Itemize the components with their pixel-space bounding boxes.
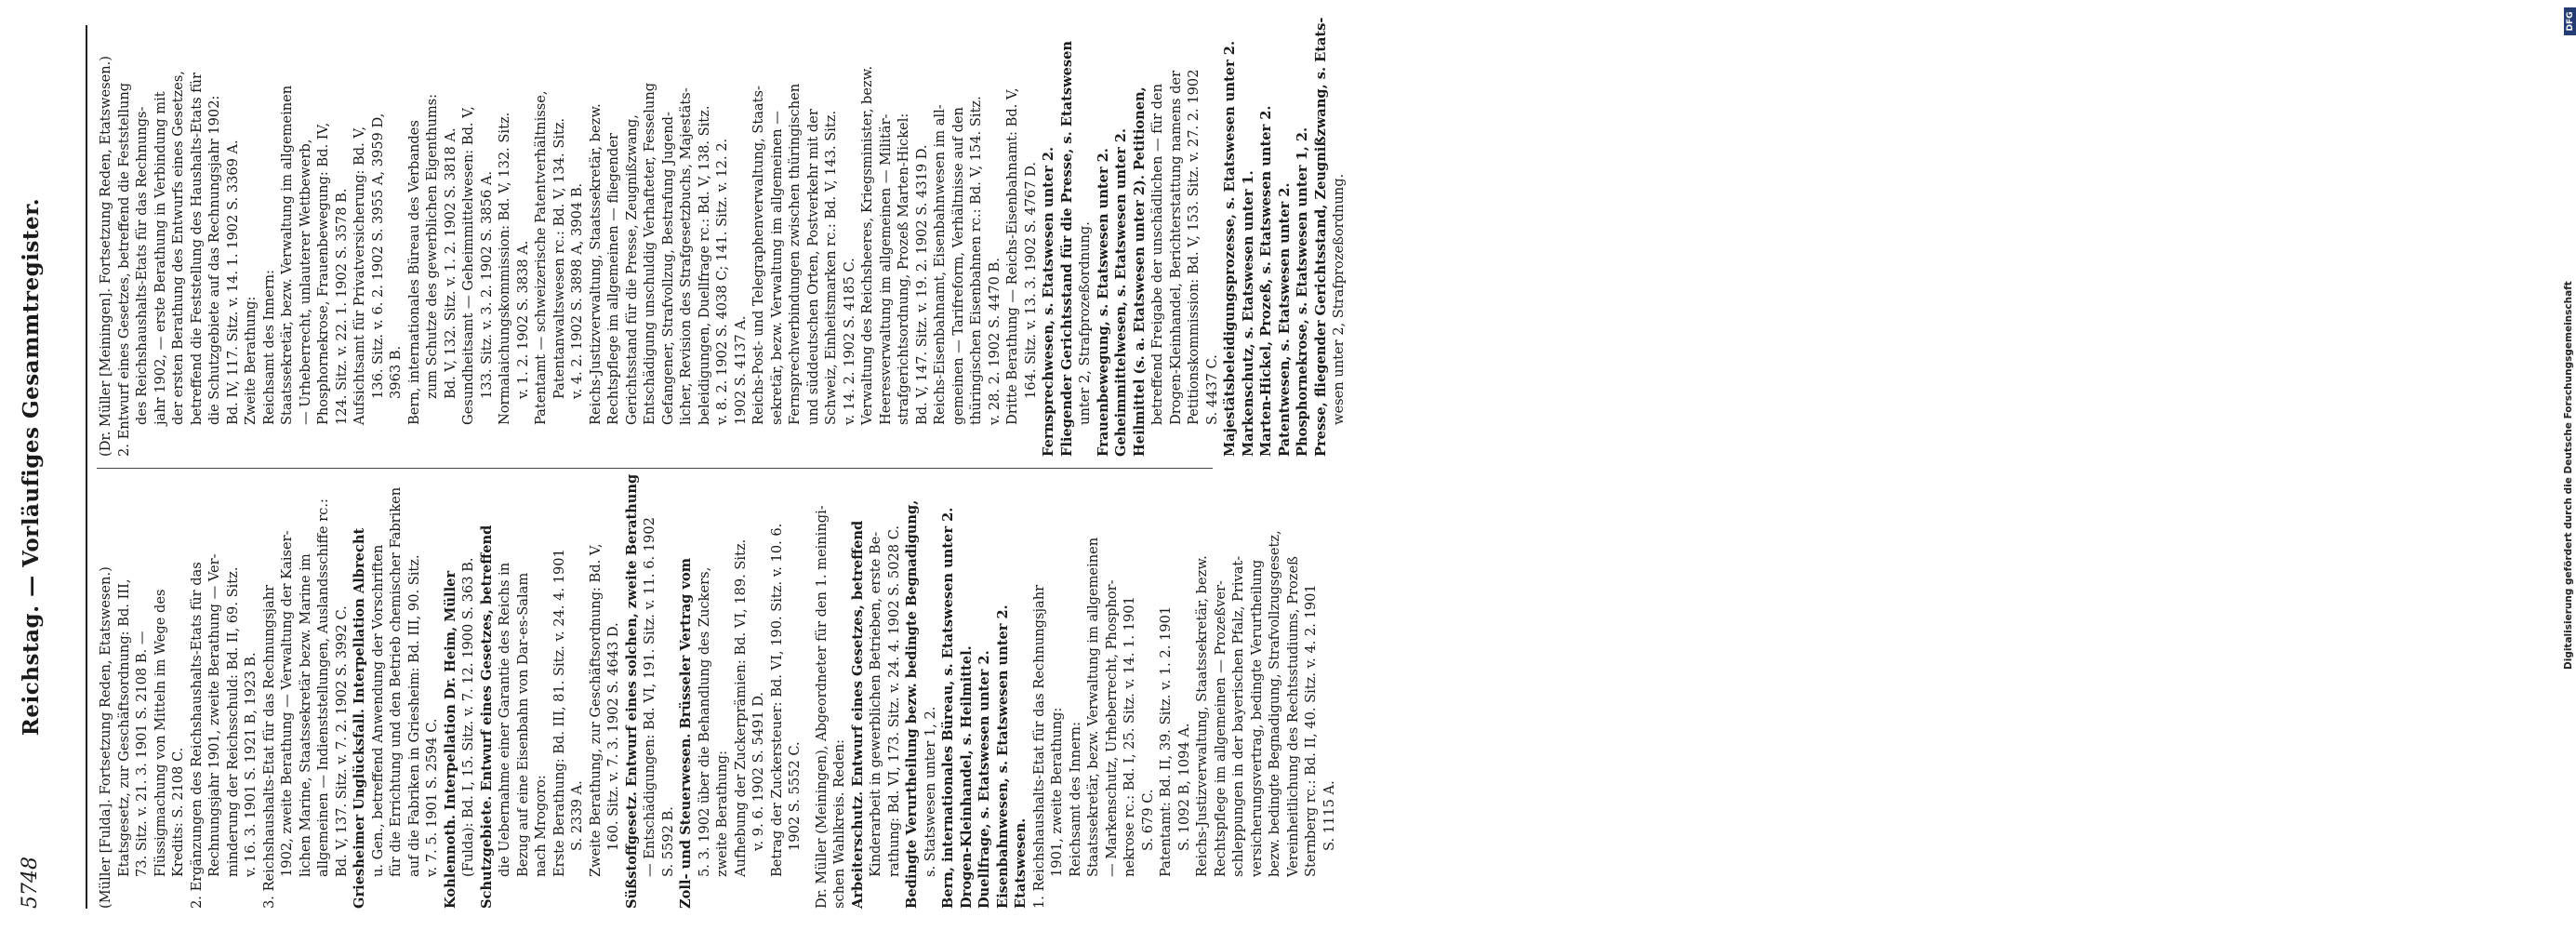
register-line: S. 2339 A. — [569, 780, 585, 851]
column-divider — [97, 468, 1213, 469]
register-line: Staatssekretär, bezw. Verwaltung im allgemeinen — [1085, 537, 1101, 877]
register-line: Entschädigung unschuldig Verhafteter, Fesselung — [642, 82, 657, 425]
register-line: 3. Reichshaushalts-Etat für das Rechnungsjahr — [260, 584, 277, 909]
register-line: 124. Sitz. v. 22. 1. 1902 S. 3578 B. — [333, 188, 350, 425]
register-line: Phosphornekrose, Frauenbewegung: Bd. IV, — [315, 122, 331, 425]
register-line: (Müller [Fulda]. Fortsetzung Reden, Etatswesen.) — [98, 566, 113, 909]
register-line: Heilmittel (s. a. Etatswesen unter 2). Petitionen, — [1131, 86, 1148, 457]
register-line: Fernsprechwesen, s. Etatswesen unter 2. — [1041, 146, 1056, 457]
register-line: Aufsichtsamt für Privatversicherung: Bd. V, — [352, 126, 367, 425]
register-line: Reichs-Eisenbahnamt, Eisenbahnwesen im all- — [932, 104, 948, 425]
register-line: — Urheberrecht, unlauterer Wettbewerb, — [297, 139, 313, 425]
register-line: betreffend die Feststellung des Haushalts-Etats für — [188, 72, 205, 425]
register-line: Patentamt — schweizerische Patentverhältnisse, — [533, 90, 549, 425]
register-line: Patentanwaltswesen rc.: Bd. V, 134. Sitz. — [551, 117, 567, 399]
register-line: v. 7. 5. 1901 S. 2594 C. — [424, 718, 440, 877]
register-line: Dritte Berathung — Reichs-Eisenbahnamt: Bd. V, — [1004, 87, 1020, 425]
register-line: Schweiz, Einheitsmarken rc.: Bd. V, 143. Sitz. — [823, 110, 839, 425]
register-line: 1902, zweite Berathung — Verwaltung der Kaiser- — [279, 530, 295, 877]
register-line: Petitionskommission: Bd. V, 153. Sitz. v. 27. 2. 1902 — [1186, 69, 1202, 425]
register-line: Kohlennoth. Interpellation Dr. Heim, Müller — [442, 570, 458, 909]
register-line: Bern, internationales Büreau des Verbandes — [405, 120, 422, 425]
register-line: S. 679 C. — [1139, 789, 1156, 851]
register-line: Arbeiterschutz. Entwurf eines Gesetzes, betreffend — [849, 520, 866, 909]
register-line: Drogen-Kleinhandel, Berichterstattung namens der — [1167, 70, 1184, 425]
register-line: und süddeutschen Orten, Postverkehr mit der — [804, 109, 821, 425]
header-rule — [86, 25, 87, 909]
running-title: Reichstag. — Vorläufiges Gesammtregister. — [19, 197, 44, 737]
register-line: bezw. bedingte Begnadigung, Strafvollzugsgesetz, — [1267, 530, 1282, 877]
register-line: 1902 S. 4137 A. — [732, 315, 749, 425]
register-line: der ersten Berathung des Entwurfs eines Gesetzes, — [170, 71, 186, 425]
register-line: schen Wahlkreis. Reden: — [831, 738, 847, 909]
scanned-page — [11, 17, 1347, 909]
register-line: v. 8. 2. 1902 S. 4038 C; 141. Sitz. v. 12. 2. — [714, 138, 730, 425]
register-line: Bern, internationales Büreau, s. Etatswesen unter 2. — [940, 507, 956, 909]
register-line: Schutzgebiete. Entwurf eines Gesetzes, betreffend — [478, 525, 495, 909]
register-line: die Uebernahme einer Garantie des Reichs in — [497, 562, 512, 877]
register-line: betreffend Freigabe der unschädlichen — für den — [1149, 83, 1165, 425]
register-line: nach Mrogoro: — [533, 775, 549, 877]
register-line: Marten-Hickel, Prozeß, s. Etatswesen unter 2. — [1258, 105, 1274, 457]
left-column — [97, 473, 1338, 909]
register-line: Griesheimer Unglücksfall. Interpellation Albrecht — [352, 527, 367, 909]
register-line: gemeinen — Tarifreform, Verhältnisse auf den — [949, 107, 966, 425]
register-line: licher, Revision des Strafgesetzbuchs, Majestäts- — [678, 87, 694, 425]
register-line: nekrose rc.: Bd. I, 25. Sitz. v. 14. 1. 1901 — [1122, 596, 1137, 877]
register-line: Reichs-Justizverwaltung, Staatssekretär, bezw. — [587, 103, 604, 425]
register-line: Bedingte Verurtheilung bezw. bedingte Begnadigung, — [904, 499, 920, 909]
register-line: Gerichtsstand für die Presse, Zeugnißzwang, — [623, 114, 640, 425]
register-line: Reichsamt des Innern: — [1067, 722, 1083, 877]
right-column — [97, 17, 1348, 457]
register-line: — Markenschutz, Urheberrecht, Phosphor- — [1103, 579, 1120, 877]
register-line: Dr. Müller (Meiningen), Abgeordneter für den 1. meiningi- — [813, 505, 830, 909]
register-line: Drogen-Kleinhandel, s. Heilmittel. — [958, 645, 975, 909]
register-line: Fernsprechverbindungen zwischen thüringischen — [787, 83, 803, 425]
register-line: Eisenbahnwesen, s. Etatswesen unter 2. — [994, 604, 1011, 909]
register-line: Duellfrage, s. Etatswesen unter 2. — [976, 650, 992, 909]
register-line: Markenschutz, s. Etatswesen unter 1. — [1240, 170, 1256, 457]
register-line: Presse, fliegender Gerichtsstand, Zeugnißzwang, s. Etats- — [1312, 17, 1329, 457]
register-line: Majestätsbeleidigungsprozesse, s. Etatswesen unter 2. — [1222, 40, 1238, 457]
register-line: v. 9. 6. 1902 S. 5491 D. — [750, 691, 766, 851]
register-line: Rechtspflege im allgemeinen — Prozeßver- — [1212, 580, 1228, 877]
register-line: versicherungsvertrag, bedingte Verurtheilung — [1248, 559, 1265, 877]
register-line: 1. Reichshaushalts-Etat für das Rechnungsjahr — [1030, 584, 1047, 909]
register-line: Flüssigmachung von Mitteln im Wege des — [152, 589, 168, 877]
register-line: Etatswesen. — [1013, 817, 1029, 909]
register-line: Kredits: S. 2108 C. — [170, 747, 186, 877]
register-line: 2. Entwurf eines Gesetzes, betreffend die Feststellung — [115, 82, 132, 457]
register-line: 5. 3. 1902 über die Behandlung des Zuckers, — [696, 566, 712, 877]
register-line: Verwaltung des Reichsheeres, Kriegsminister, bezw. — [859, 65, 875, 425]
register-line: Etatsgesetz, zur Geschäftsordnung: Bd. III, — [115, 578, 132, 877]
register-line: (Fulda): Bd. I, 15. Sitz. v. 7. 12. 1900 S. 363 B. — [460, 557, 476, 877]
register-line: v. 14. 2. 1902 S. 4185 C. — [841, 258, 857, 425]
register-line: s. Statswesen unter 1, 2. — [922, 706, 938, 877]
register-line: S. 5592 B. — [659, 806, 676, 877]
register-line: strafgerichtsordnung, Prozeß Marten-Hickel: — [896, 113, 911, 425]
register-line: Bezug auf eine Eisenbahn von Dar-es-Salam — [514, 572, 531, 877]
register-line: Zweite Berathung: — [243, 296, 259, 425]
register-line: 164. Sitz. v. 13. 3. 1902 S. 4767 D. — [1022, 162, 1039, 399]
register-line: Reichsamt des Innern: — [260, 270, 277, 425]
register-line: Vereinheitlichung des Rechtsstudiums, Prozeß — [1284, 556, 1301, 877]
register-line: unter 2, Strafprozeßordnung. — [1077, 221, 1093, 425]
register-line: Phosphornekrose, s. Etatswesen unter 1, 2. — [1295, 126, 1310, 457]
register-line: v. 28. 2. 1902 S. 4470 B. — [986, 258, 1003, 425]
register-line: 133. Sitz. v. 3. 2. 1902 S. 3856 A. — [478, 170, 495, 399]
register-line: thüringischen Eisenbahnen rc.: Bd. V, 154. Sitz. — [968, 96, 984, 425]
register-line: Staatssekretär, bezw. Verwaltung im allgemeinen — [279, 85, 295, 425]
register-line: Rechnungsjahr 1901, zweite Berathung — Ver- — [206, 553, 222, 877]
register-line: wesen unter 2, Strafprozeßordnung. — [1331, 173, 1347, 425]
register-line: Frauenbewegung, s. Etatswesen unter 2. — [1095, 148, 1111, 457]
register-line: rathung: Bd. VI, 173. Sitz. v. 24. 4. 1902 S. 5028 C. — [885, 525, 902, 877]
register-line: zum Schutze des gewerblichen Eigenthums: — [424, 93, 440, 399]
register-line: Sternberg rc.: Bd. II, 40. Sitz. v. 4. 2. 1901 — [1303, 584, 1319, 877]
register-line: des Reichshaushalts-Etats für das Rechnungs- — [134, 106, 150, 425]
register-line: S. 1115 A. — [1321, 780, 1337, 851]
register-line: Patentamt: Bd. II, 39. Sitz. v. 1. 2. 1901 — [1158, 605, 1174, 877]
register-line: Rechtspflege im allgemeinen — fliegender — [605, 133, 621, 425]
register-line: zweite Berathung: — [714, 751, 730, 877]
register-line: minderung der Reichsschuld: Bd. II, 69. Sitz. — [224, 566, 241, 877]
register-line: 2. Ergänzungen des Reichshaushalts-Etats für das — [188, 562, 205, 909]
register-line: Bd. V, 147. Sitz. v. 19. 2. 1902 S. 4319 D. — [913, 144, 930, 425]
register-line: allgemeinen — Indienststellungen, Auslandsschiffe rc.: — [315, 498, 331, 877]
register-line: Zoll- und Steuerwesen. Brüsseler Vertrag vom — [678, 557, 694, 909]
register-line: Reichs-Post- und Telegraphenverwaltung, Staats- — [750, 86, 766, 425]
register-line: Bd. IV, 117. Sitz. v. 14. 1. 1902 S. 3369 A. — [224, 140, 241, 425]
page-number: 5748 — [19, 857, 42, 909]
register-line: 1902 S. 5552 C. — [787, 741, 803, 851]
register-line: Bd. V, 132. Sitz. v. 1. 2. 1902 S. 3818 A. — [442, 127, 458, 399]
register-line: die Schutzgebiete auf das Rechnungsjahr 1902: — [206, 95, 222, 425]
register-line: 136. Sitz. v. 6. 2. 1902 S. 3955 A, 3959 D, — [369, 113, 386, 399]
dfg-logo-text: DFG — [2565, 11, 2575, 32]
register-line: — Entschädigungen: Bd. VI, 191. Sitz. v. 11. 6. 1902 — [642, 517, 657, 877]
register-line: v. 16. 3. 1901 S. 1921 B, 1923 B. — [243, 652, 259, 877]
dfg-logo — [2564, 7, 2576, 35]
register-line: Patentwesen, s. Etatswesen unter 2. — [1276, 182, 1293, 457]
register-line: S. 1092 B, 1094 A. — [1175, 723, 1192, 851]
register-line: v. 4. 2. 1902 S. 3898 A, 3904 B. — [569, 182, 585, 399]
register-line: Süßstoffgesetz. Entwurf eines solchen, zweite Berathung — [623, 473, 640, 909]
register-line: u. Gen., betreffend Anwendung der Vorschriften — [369, 544, 386, 877]
register-line: beleidigungen, Duellfrage rc.: Bd. V, 138. Sitz. — [696, 105, 712, 425]
register-line: schleppungen in der bayerischen Pfalz, Privat- — [1230, 555, 1246, 877]
register-line: Erste Berathung: Bd. III, 81. Sitz. v. 24. 4. 1901 — [551, 549, 567, 877]
register-line: Geheimmittelwesen, s. Etatswesen unter 2. — [1113, 128, 1129, 457]
register-line: Gesundheitsamt — Geheimmittelwesen: Bd. V, — [460, 106, 476, 425]
register-line: Betrag der Zuckersteuer: Bd. VI, 190. Sitz. v. 10. 6. — [768, 523, 785, 877]
register-line: für die Errichtung und den Betrieb chemischer Fabriken — [388, 486, 404, 877]
register-line: 1901, zweite Berathung: — [1049, 707, 1065, 877]
register-line: Heeresverwaltung im allgemeinen — Militär- — [877, 113, 894, 425]
register-line: v. 1. 2. 1902 S. 3838 A. — [514, 240, 531, 399]
register-line: sekretär, bezw. Verwaltung im allgemeinen — — [768, 111, 785, 425]
credit-text: Digitalisierung gefördert durch die Deutsche Forschungsgemeinschaft — [2563, 281, 2574, 670]
register-line: S. 4437 C. — [1203, 354, 1220, 425]
register-line: 3963 B. — [388, 345, 404, 399]
register-line: Normalaichungskommission: Bd. V, 132. Sitz. — [497, 112, 512, 425]
register-line: jahr 1902, — erste Berathung in Verbindung mit — [152, 91, 168, 425]
register-line: Zweite Berathung, zur Geschäftsordnung: Bd. V, — [587, 543, 604, 877]
page-header — [19, 25, 74, 909]
register-line: lichen Marine, Staatssekretär bezw. Marine im — [297, 553, 313, 877]
register-line: Reichs-Justizverwaltung, Staatssekretär, bezw. — [1194, 555, 1210, 877]
register-line: Kinderarbeit in gewerblichen Betrieben, erste Be- — [868, 531, 883, 877]
register-line: Aufhebung der Zuckerprämien: Bd. VI, 189. Sitz. — [732, 538, 749, 877]
register-line: (Dr. Müller [Meiningen]. Fortsetzung Reden, Etatswesen.) — [98, 56, 113, 457]
register-line: Fliegender Gerichtsstand für die Presse, s. Etatswesen — [1058, 40, 1075, 457]
register-line: 73. Sitz. v. 21. 3. 1901 S. 2108 B. — — [134, 631, 150, 877]
register-line: 160. Sitz. v. 7. 3. 1902 S. 4643 D. — [605, 622, 621, 851]
register-line: Bd. V, 137. Sitz. v. 7. 2. 1902 S. 3992 C. — [333, 605, 350, 877]
register-line: auf die Fabriken in Griesheim: Bd. III, 90. Sitz. — [405, 554, 422, 877]
register-line: Gefangener, Strafvollzug, Bestrafung Jugend- — [659, 112, 676, 425]
